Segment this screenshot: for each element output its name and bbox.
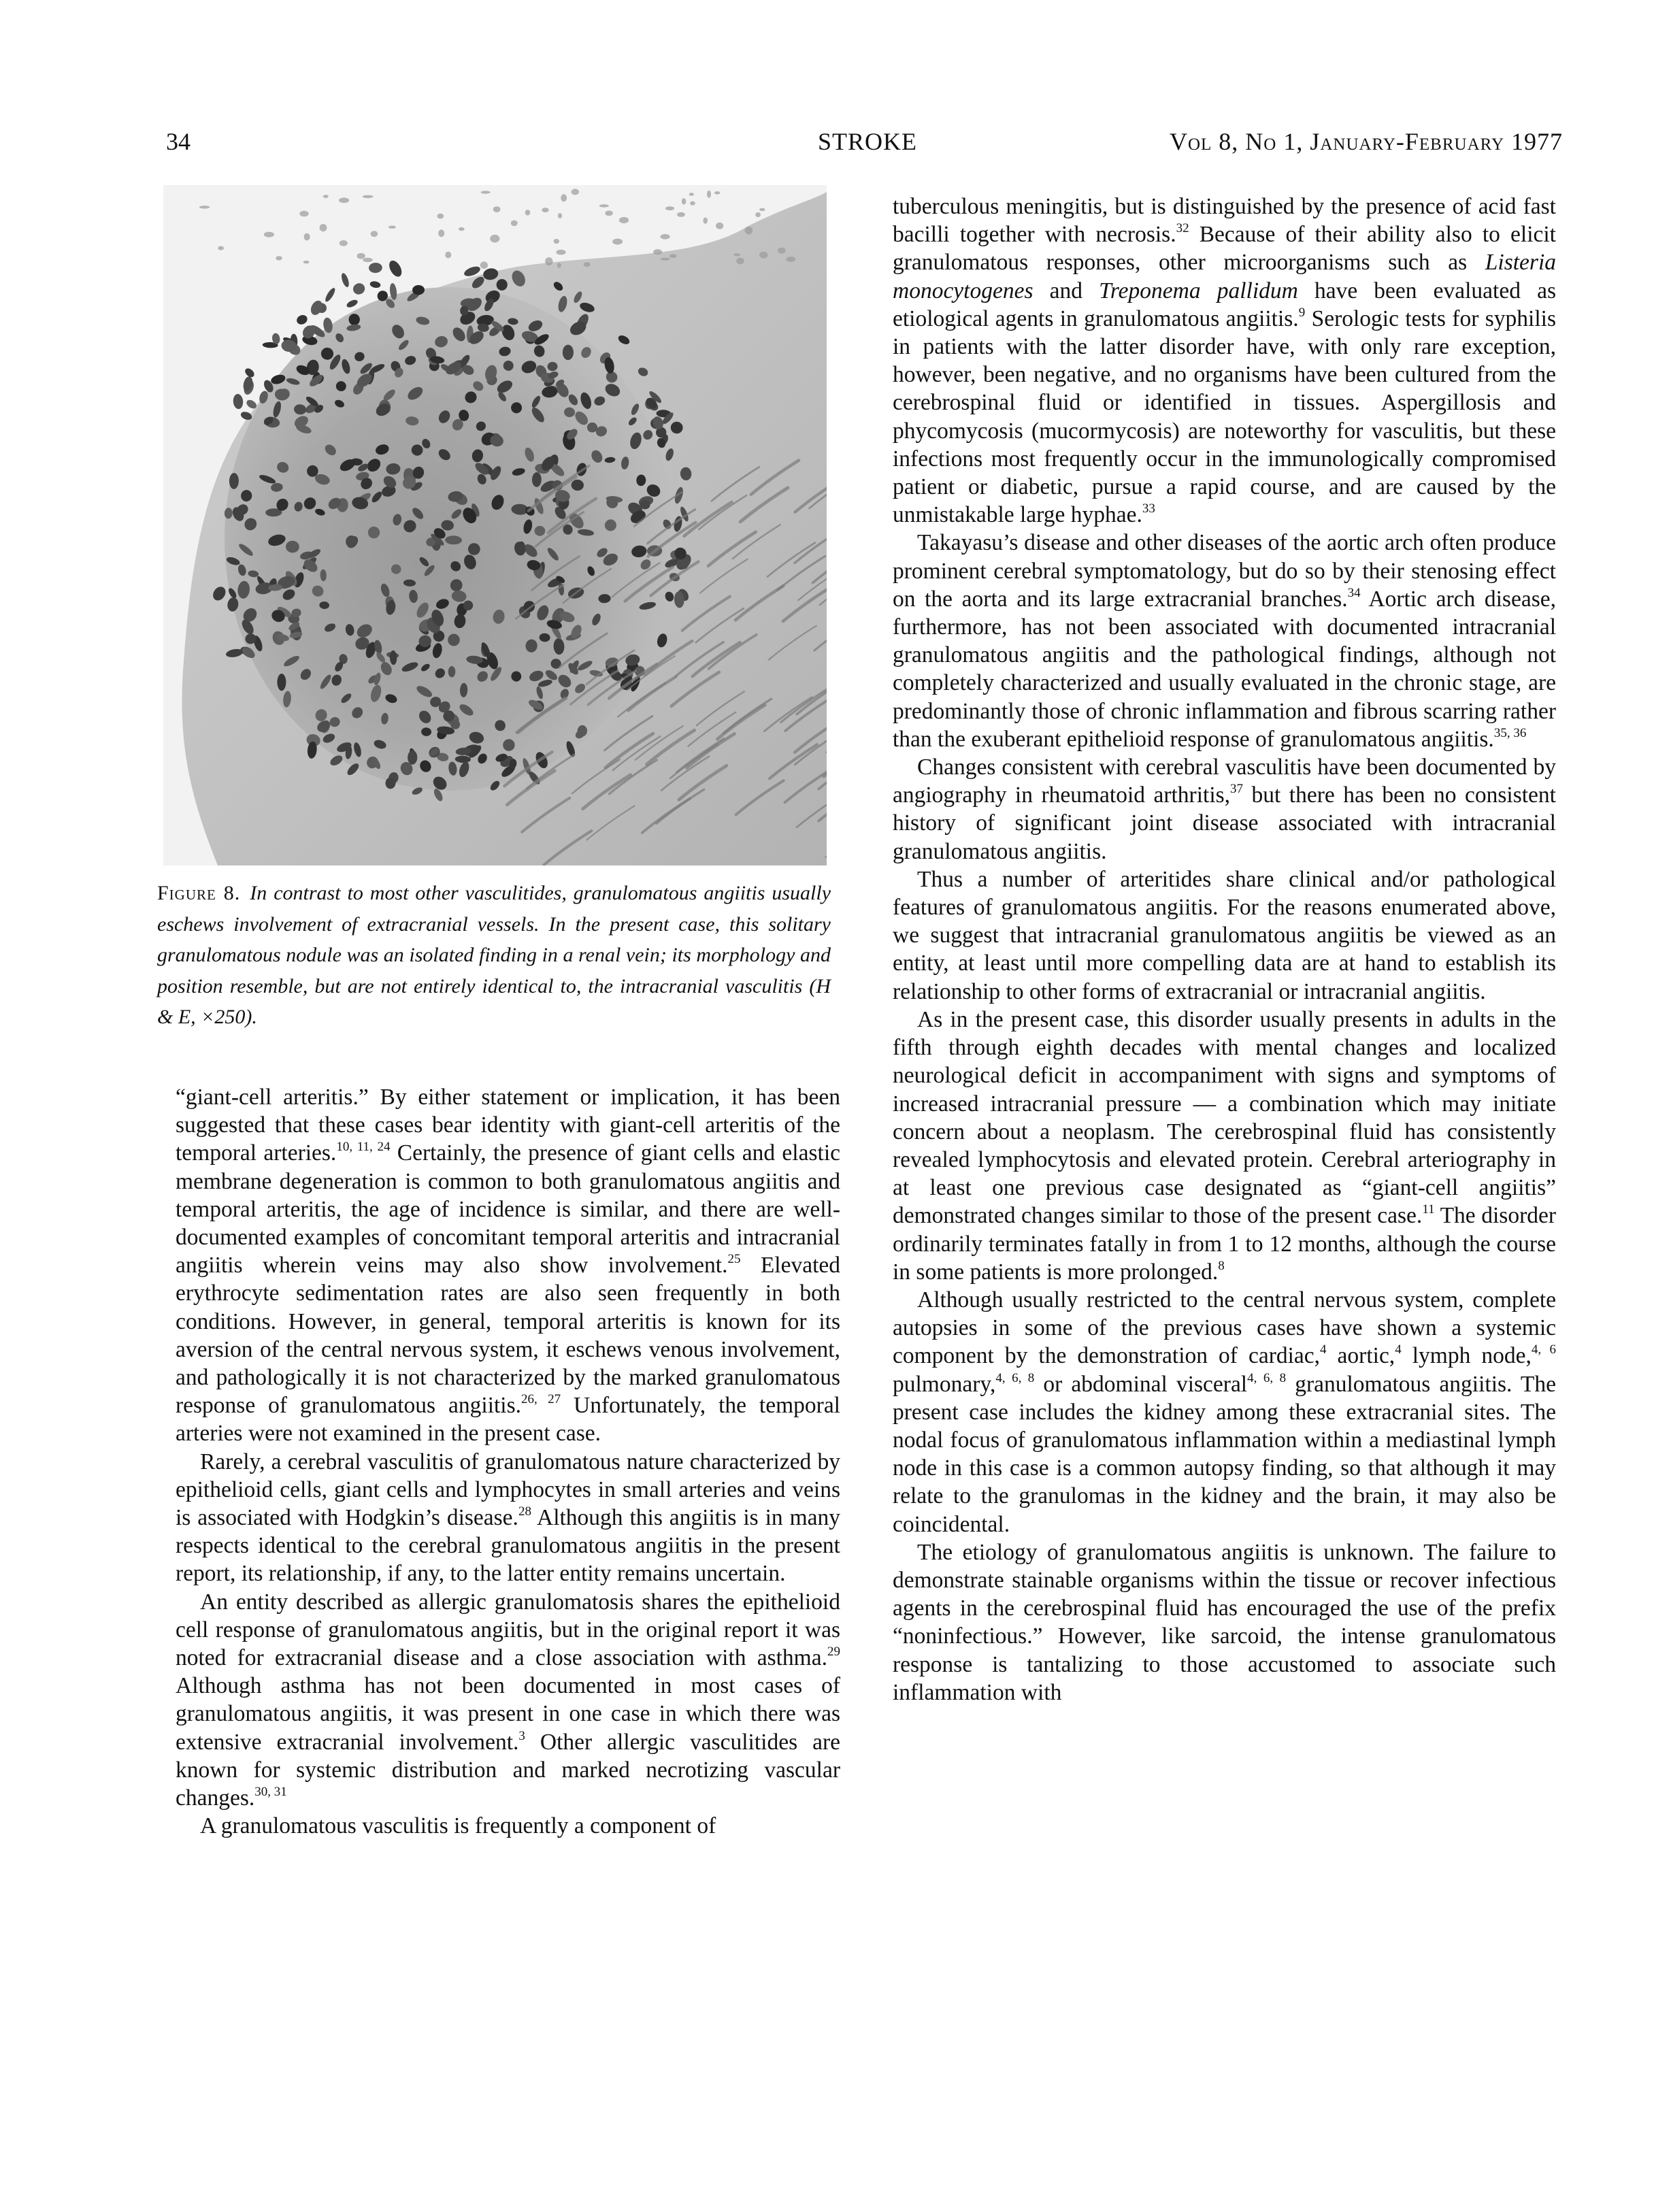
text-run: The disorder ordinarily terminates fatally in from 1 to 12 months, although the course in some patients is more prolonged. xyxy=(893,1203,1556,1285)
text-run: Rarely, a cerebral vasculitis of granulomatous nature characterized by epithelioid cells, giant cells and lymphocytes in small arteries and veins is associated with Hodgkin’s disease. xyxy=(176,1449,840,1531)
luminal-cell xyxy=(612,239,623,245)
luminal-cell xyxy=(303,261,310,263)
reference-superscript: 9 xyxy=(1298,305,1306,320)
reference-superscript: 30, 31 xyxy=(254,1785,287,1800)
luminal-cell xyxy=(584,262,591,267)
right-column-body xyxy=(893,193,1556,1706)
luminal-cell xyxy=(736,258,744,265)
text-run: Aortic arch disease, furthermore, has not been associated with documented intracranial granulomatous angiitis and the pathological findings, although not completely characterized and usually evaluated in the chronic stage, are predominantly those of chronic inflammation and fibrous scarring rather than the exuberant epithelioid response of granulomatous angiitis. xyxy=(893,586,1556,752)
text-run: granulomatous angiitis. The present case includes the kidney among these extracranial sites. The nodal focus of granulomatous inflammation within a mediastinal lymph node in this case is a common autopsy finding, so that although it may relate to the granulomas in the kidney and the brain, it may also be coincidental. xyxy=(893,1371,1557,1537)
cell-nucleus xyxy=(535,526,546,536)
body-paragraph xyxy=(893,753,1556,865)
luminal-cell xyxy=(557,263,561,267)
luminal-cell xyxy=(786,257,795,262)
text-run: Thus a number of arteritides share clinical and/or pathological features of granulomatous angiitis. For the reasons enumerated above, we suggest that intracranial granulomatous angiitis be viewed as an entity, at least until more compelling data are at hand to establish its relationship to other forms of extracranial or intracranial angiitis. xyxy=(893,866,1556,1004)
luminal-cell xyxy=(561,194,567,201)
reference-superscript: 3 xyxy=(518,1728,525,1743)
cell-nucleus xyxy=(277,674,286,691)
figure-caption xyxy=(157,878,831,1033)
text-run: Serologic tests for syphilis in patients with the latter disorder have, with only rare exception, however, been negative, and no organisms have been cultured from the cerebrospinal fluid or identified in tissues. Aspergillosis and phycomycosis (mucormycosis) are noteworthy for vasculitis, but these infections most frequently occur in the immunologically compromised patient or diabetic, pursue a rapid course, and are caused by the unmistakable large hyphae. xyxy=(893,306,1556,528)
luminal-cell xyxy=(689,193,694,195)
text-run: As in the present case, this disorder usually presents in adults in the fifth through eighth decades with mental changes and localized neurological deficit in accompaniment with signs and symptoms of increased intracranial pressure — a combination which may initiate concern about a neoplasm. The cerebrospinal fluid has consistently revealed lymphocytosis and elevated protein. Cerebral arteriography in at least one previous case designated as “giant-cell angiitis” demonstrated changes similar to those of the present case. xyxy=(893,1006,1556,1229)
micrograph-image xyxy=(163,185,827,865)
reference-superscript: 8 xyxy=(1218,1258,1225,1273)
luminal-cell xyxy=(778,248,786,254)
luminal-cell xyxy=(707,191,711,198)
luminal-cell xyxy=(653,249,662,254)
luminal-cell xyxy=(299,211,308,217)
luminal-cell xyxy=(572,189,579,195)
luminal-cell xyxy=(363,195,374,198)
reference-superscript: 26, 27 xyxy=(521,1392,561,1407)
text-run: pulmonary, xyxy=(893,1371,996,1397)
luminal-cell xyxy=(438,229,444,237)
luminal-cell xyxy=(199,205,210,208)
body-paragraph xyxy=(893,865,1556,1006)
luminal-cell xyxy=(690,201,695,205)
luminal-cell xyxy=(218,246,224,250)
luminal-cell xyxy=(733,253,740,256)
luminal-cell xyxy=(480,261,488,269)
luminal-cell xyxy=(493,206,501,212)
reference-superscript: 25 xyxy=(727,1252,741,1267)
luminal-cell xyxy=(716,222,723,229)
cell-nucleus xyxy=(563,345,574,361)
luminal-cell xyxy=(357,253,365,259)
reference-superscript: 4, 6, 8 xyxy=(1247,1370,1287,1385)
luminal-cell xyxy=(371,231,378,237)
luminal-cell xyxy=(490,235,499,243)
figure-label: Figure 8. xyxy=(157,882,241,904)
luminal-cell xyxy=(605,211,612,216)
luminal-cell xyxy=(661,234,670,240)
body-paragraph xyxy=(893,1006,1556,1286)
text-run: The etiology of granulomatous angiitis is unknown. The failure to demonstrate stainable organisms within the tissue or recover infectious agents in the cerebrospinal fluid has encouraged the use of the prefix “noninfectious.” However, like sarcoid, the intense granulomatous response is tantalizing to those accustomed to associate such inflammation with xyxy=(893,1539,1556,1705)
body-paragraph xyxy=(893,193,1556,529)
text-run: have been evaluated as etiological agents in granulomatous angiitis. xyxy=(893,278,1556,331)
luminal-cell xyxy=(363,258,373,262)
luminal-cell xyxy=(264,232,274,237)
luminal-cell xyxy=(481,191,491,194)
luminal-cell xyxy=(459,227,465,231)
reference-superscript: 35, 36 xyxy=(1493,725,1527,740)
luminal-cell xyxy=(677,212,685,217)
text-run: Although asthma has not been documented in most cases of granulomatous angiitis, it was present in one case in which there was extensive extracranial involvement. xyxy=(176,1673,840,1755)
body-paragraph xyxy=(176,1812,840,1840)
reference-superscript: 33 xyxy=(1142,501,1155,516)
reference-superscript: 4, 6, 8 xyxy=(995,1370,1035,1385)
luminal-cell xyxy=(525,210,531,215)
luminal-cell xyxy=(660,258,669,261)
species-name: Treponema pallidum xyxy=(1099,278,1298,303)
luminal-cell xyxy=(545,257,552,265)
text-run: An entity described as allergic granulomatosis shares the epithelioid cell response of granulomatous angiitis, but in the original report it was noted for extracranial disease and a close association with asthma. xyxy=(176,1589,840,1671)
reference-superscript: 4, 6 xyxy=(1531,1342,1556,1357)
reference-superscript: 11 xyxy=(1422,1202,1435,1217)
text-run: A granulomatous vasculitis is frequently a component of xyxy=(200,1813,716,1839)
text-run: tuberculous meningitis, but is distinguished by the presence of acid fast bacilli together with necrosis. xyxy=(893,194,1556,248)
body-paragraph xyxy=(893,529,1556,753)
body-paragraph xyxy=(176,1448,840,1588)
luminal-cell xyxy=(556,250,565,255)
text-run: Other allergic vasculitides are known for systemic distribution and marked necrotizing vascular changes. xyxy=(176,1729,840,1811)
text-run: aortic, xyxy=(1326,1343,1395,1369)
text-run: or abdominal visceral xyxy=(1034,1371,1248,1397)
luminal-cell xyxy=(703,218,708,224)
luminal-cell xyxy=(759,208,765,211)
figure-8-micrograph xyxy=(163,185,827,865)
luminal-cell xyxy=(665,206,674,210)
body-paragraph xyxy=(176,1083,840,1448)
reference-superscript: 4 xyxy=(1320,1342,1327,1357)
luminal-cell xyxy=(339,198,349,203)
issue-info: Vol 8, No 1, January-February 1977 xyxy=(1169,128,1563,155)
text-run: Takayasu’s disease and other diseases of the aortic arch often produce prominent cerebral symptomatology, but do so by their stenosing effect on the aorta and its large extracranial branches. xyxy=(893,530,1556,612)
luminal-cell xyxy=(755,212,761,217)
text-run: and xyxy=(1033,278,1099,303)
luminal-cell xyxy=(714,191,720,195)
luminal-cell xyxy=(445,252,451,259)
text-run: but there has been no consistent history of significant joint disease associated with intracranial granulomatous angiitis. xyxy=(893,782,1556,864)
text-run: lymph node, xyxy=(1401,1343,1532,1369)
luminal-cell xyxy=(323,195,329,198)
luminal-cell xyxy=(437,214,444,219)
reference-superscript: 29 xyxy=(827,1645,840,1660)
luminal-cell xyxy=(388,226,396,229)
body-paragraph xyxy=(176,1588,840,1813)
luminal-cell xyxy=(759,252,767,259)
body-paragraph xyxy=(893,1286,1556,1538)
text-run: Although usually restricted to the central nervous system, complete autopsies in some of the previous cases have shown a systemic component by the demonstration of cardiac, xyxy=(893,1287,1556,1369)
text-run: Elevated erythrocyte sedimentation rates are also seen frequently in both conditions. However, in general, temporal arteritis is known for its aversion of the central nervous system, it eschews venous involvement, and pathologically it is not characterized by the marked granulomatous response of granulomatous angiitis. xyxy=(176,1253,841,1419)
luminal-cell xyxy=(599,204,609,207)
running-head xyxy=(166,125,1563,159)
reference-superscript: 10, 11, 24 xyxy=(336,1140,391,1155)
text-run: “giant-cell arteritis.” By either statement or implication, it has been suggested that these cases bear identity with giant-cell arteritis of the temporal arteries. xyxy=(176,1085,840,1166)
luminal-cell xyxy=(669,254,677,259)
reference-superscript: 4 xyxy=(1395,1342,1402,1357)
luminal-cell xyxy=(558,213,562,218)
figure-caption-text: In contrast to most other vasculitides, granulomatous angiitis usually eschews involvement of extracranial vessels. In the present case, this solitary granulomatous nodule was an isolated finding in a renal vein; its morphology and position resemble, but are not entirely identical to, the intracranial vasculitis (H & E, ×250). xyxy=(157,882,831,1028)
luminal-cell xyxy=(511,220,518,227)
reference-superscript: 34 xyxy=(1347,585,1361,600)
luminal-cell xyxy=(619,217,629,223)
luminal-cell xyxy=(276,256,282,260)
species-name: Listeria monocytogenes xyxy=(893,250,1556,303)
body-paragraph xyxy=(893,1538,1556,1706)
luminal-cell xyxy=(554,239,559,244)
luminal-cell xyxy=(682,198,687,204)
text-run: Because of their ability also to elicit granulomatous responses, other microorganisms such as xyxy=(893,222,1556,276)
page-number: 34 xyxy=(166,128,191,155)
text-run: Although this angiitis is in many respects identical to the cerebral granulomatous angiitis in the present report, its relationship, if any, to the latter entity remains uncertain. xyxy=(176,1505,840,1587)
reference-superscript: 28 xyxy=(518,1504,531,1519)
luminal-cell xyxy=(304,233,310,241)
journal-title: STROKE xyxy=(818,128,918,155)
text-run: Changes consistent with cerebral vasculitis have been documented by angiography in rheumatoid arthritis, xyxy=(893,755,1556,808)
luminal-cell xyxy=(340,240,348,246)
left-column-body xyxy=(176,1083,840,1840)
luminal-cell xyxy=(745,227,753,235)
luminal-cell xyxy=(542,208,548,212)
text-run: Certainly, the presence of giant cells and elastic membrane degeneration is common to both granulomatous angiitis and temporal arteritis, the age of incidence is similar, and there are well-documented examples of concomitant temporal arteritis and intracranial angiitis wherein veins may also show involvement. xyxy=(176,1140,840,1278)
reference-superscript: 32 xyxy=(1176,221,1189,236)
luminal-cell xyxy=(320,224,327,231)
reference-superscript: 37 xyxy=(1230,782,1244,797)
text-run: Unfortunately, the temporal arteries were not examined in the present case. xyxy=(176,1393,840,1447)
